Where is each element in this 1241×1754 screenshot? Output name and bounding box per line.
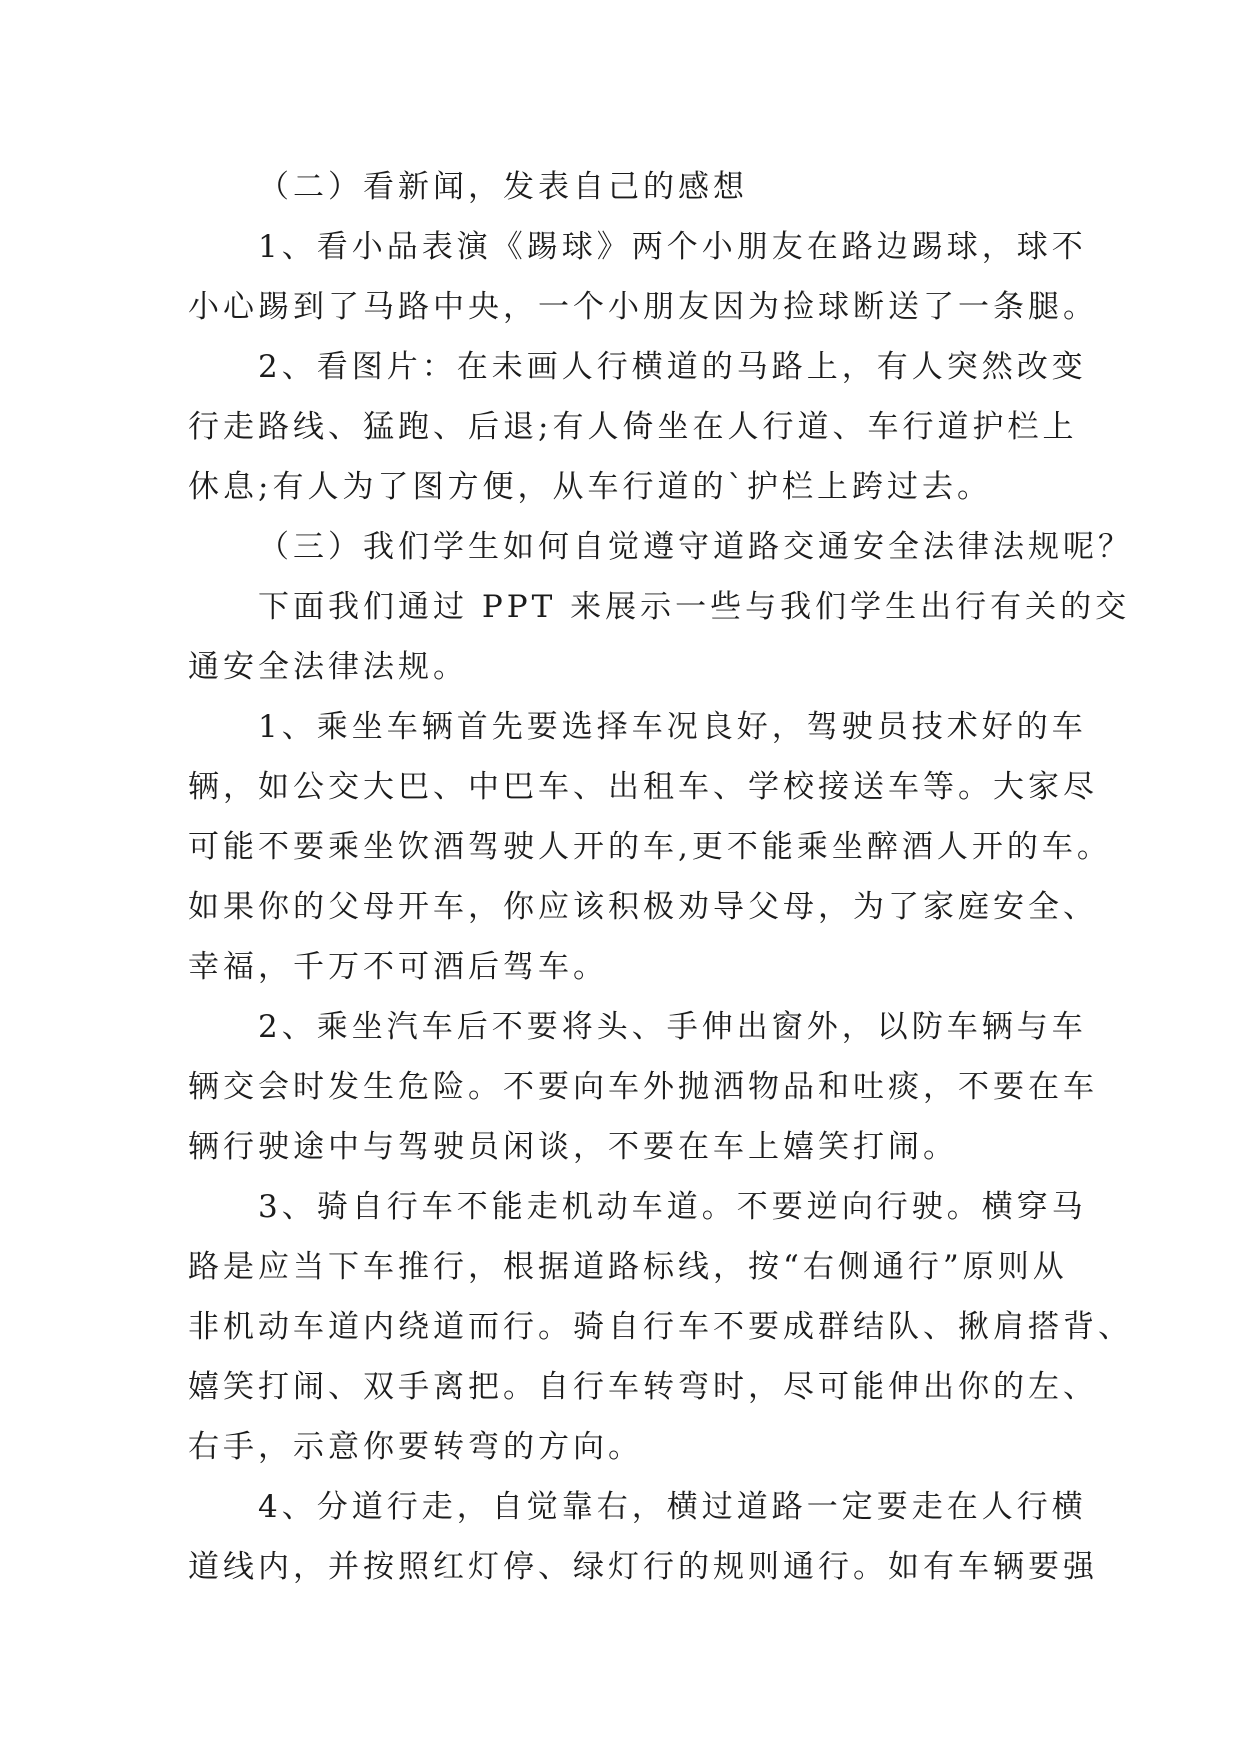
text-line: 嬉笑打闹、双手离把。自行车转弯时，尽可能伸出你的左、 [188,1369,1098,1405]
text-line: 通安全法律法规。 [188,649,468,685]
text-line: 辆，如公交大巴、中巴车、出租车、学校接送车等。大家尽 [188,769,1098,805]
paragraph [188,1177,1133,1477]
text-line: 右手，示意你要转弯的方向。 [188,1429,643,1465]
text-line: 非机动车道内绕道而行。骑自行车不要成群结队、揪肩搭背、 [188,1309,1133,1345]
paragraph [188,697,1112,997]
document-body [188,157,1133,1597]
text-line: 行走路线、猛跑、后退;有人倚坐在人行道、车行道护栏上 [188,409,1078,445]
text-line: 下面我们通过 PPT 来展示一些与我们学生出行有关的交 [258,589,1131,625]
text-line: 小心踢到了马路中央，一个小朋友因为捡球断送了一条腿。 [188,289,1098,325]
paragraph [188,337,1087,517]
text-line: 如果你的父母开车，你应该积极劝导父母，为了家庭安全、 [188,889,1098,925]
text-line: 1、看小品表演《踢球》两个小朋友在路边踢球，球不 [258,229,1087,265]
paragraph [188,157,1048,217]
text-line: 幸福，千万不可酒后驾车。 [188,949,608,985]
text-line: 2、乘坐汽车后不要将头、手伸出窗外，以防车辆与车 [258,1009,1087,1045]
text-line: （二）看新闻，发表自己的感想 [258,169,748,205]
text-line: 可能不要乘坐饮酒驾驶人开的车,更不能乘坐醉酒人开的车。 [188,829,1112,865]
paragraph [188,217,1098,337]
paragraph [188,577,1131,697]
paragraph [188,1477,1098,1597]
text-line: 1、乘坐车辆首先要选择车况良好，驾驶员技术好的车 [258,709,1087,745]
text-line: （三）我们学生如何自觉遵守道路交通安全法律法规呢？ [258,529,1133,565]
text-line: 道线内，并按照红灯停、绿灯行的规则通行。如有车辆要强 [188,1549,1098,1585]
text-line: 辆交会时发生危险。不要向车外抛洒物品和吐痰，不要在车 [188,1069,1098,1105]
text-line: 4、分道行走，自觉靠右，横过道路一定要走在人行横 [258,1489,1087,1525]
text-line: 2、看图片：在未画人行横道的马路上，有人突然改变 [258,349,1087,385]
paragraph [188,997,1098,1177]
text-line: 3、骑自行车不能走机动车道。不要逆向行驶。横穿马 [258,1189,1087,1225]
text-line: 路是应当下车推行，根据道路标线，按“右侧通行”原则从 [188,1249,1068,1285]
text-line: 休息;有人为了图方便，从车行道的`护栏上跨过去。 [188,469,992,505]
paragraph [188,517,1133,577]
text-line: 辆行驶途中与驾驶员闲谈，不要在车上嬉笑打闹。 [188,1129,958,1165]
